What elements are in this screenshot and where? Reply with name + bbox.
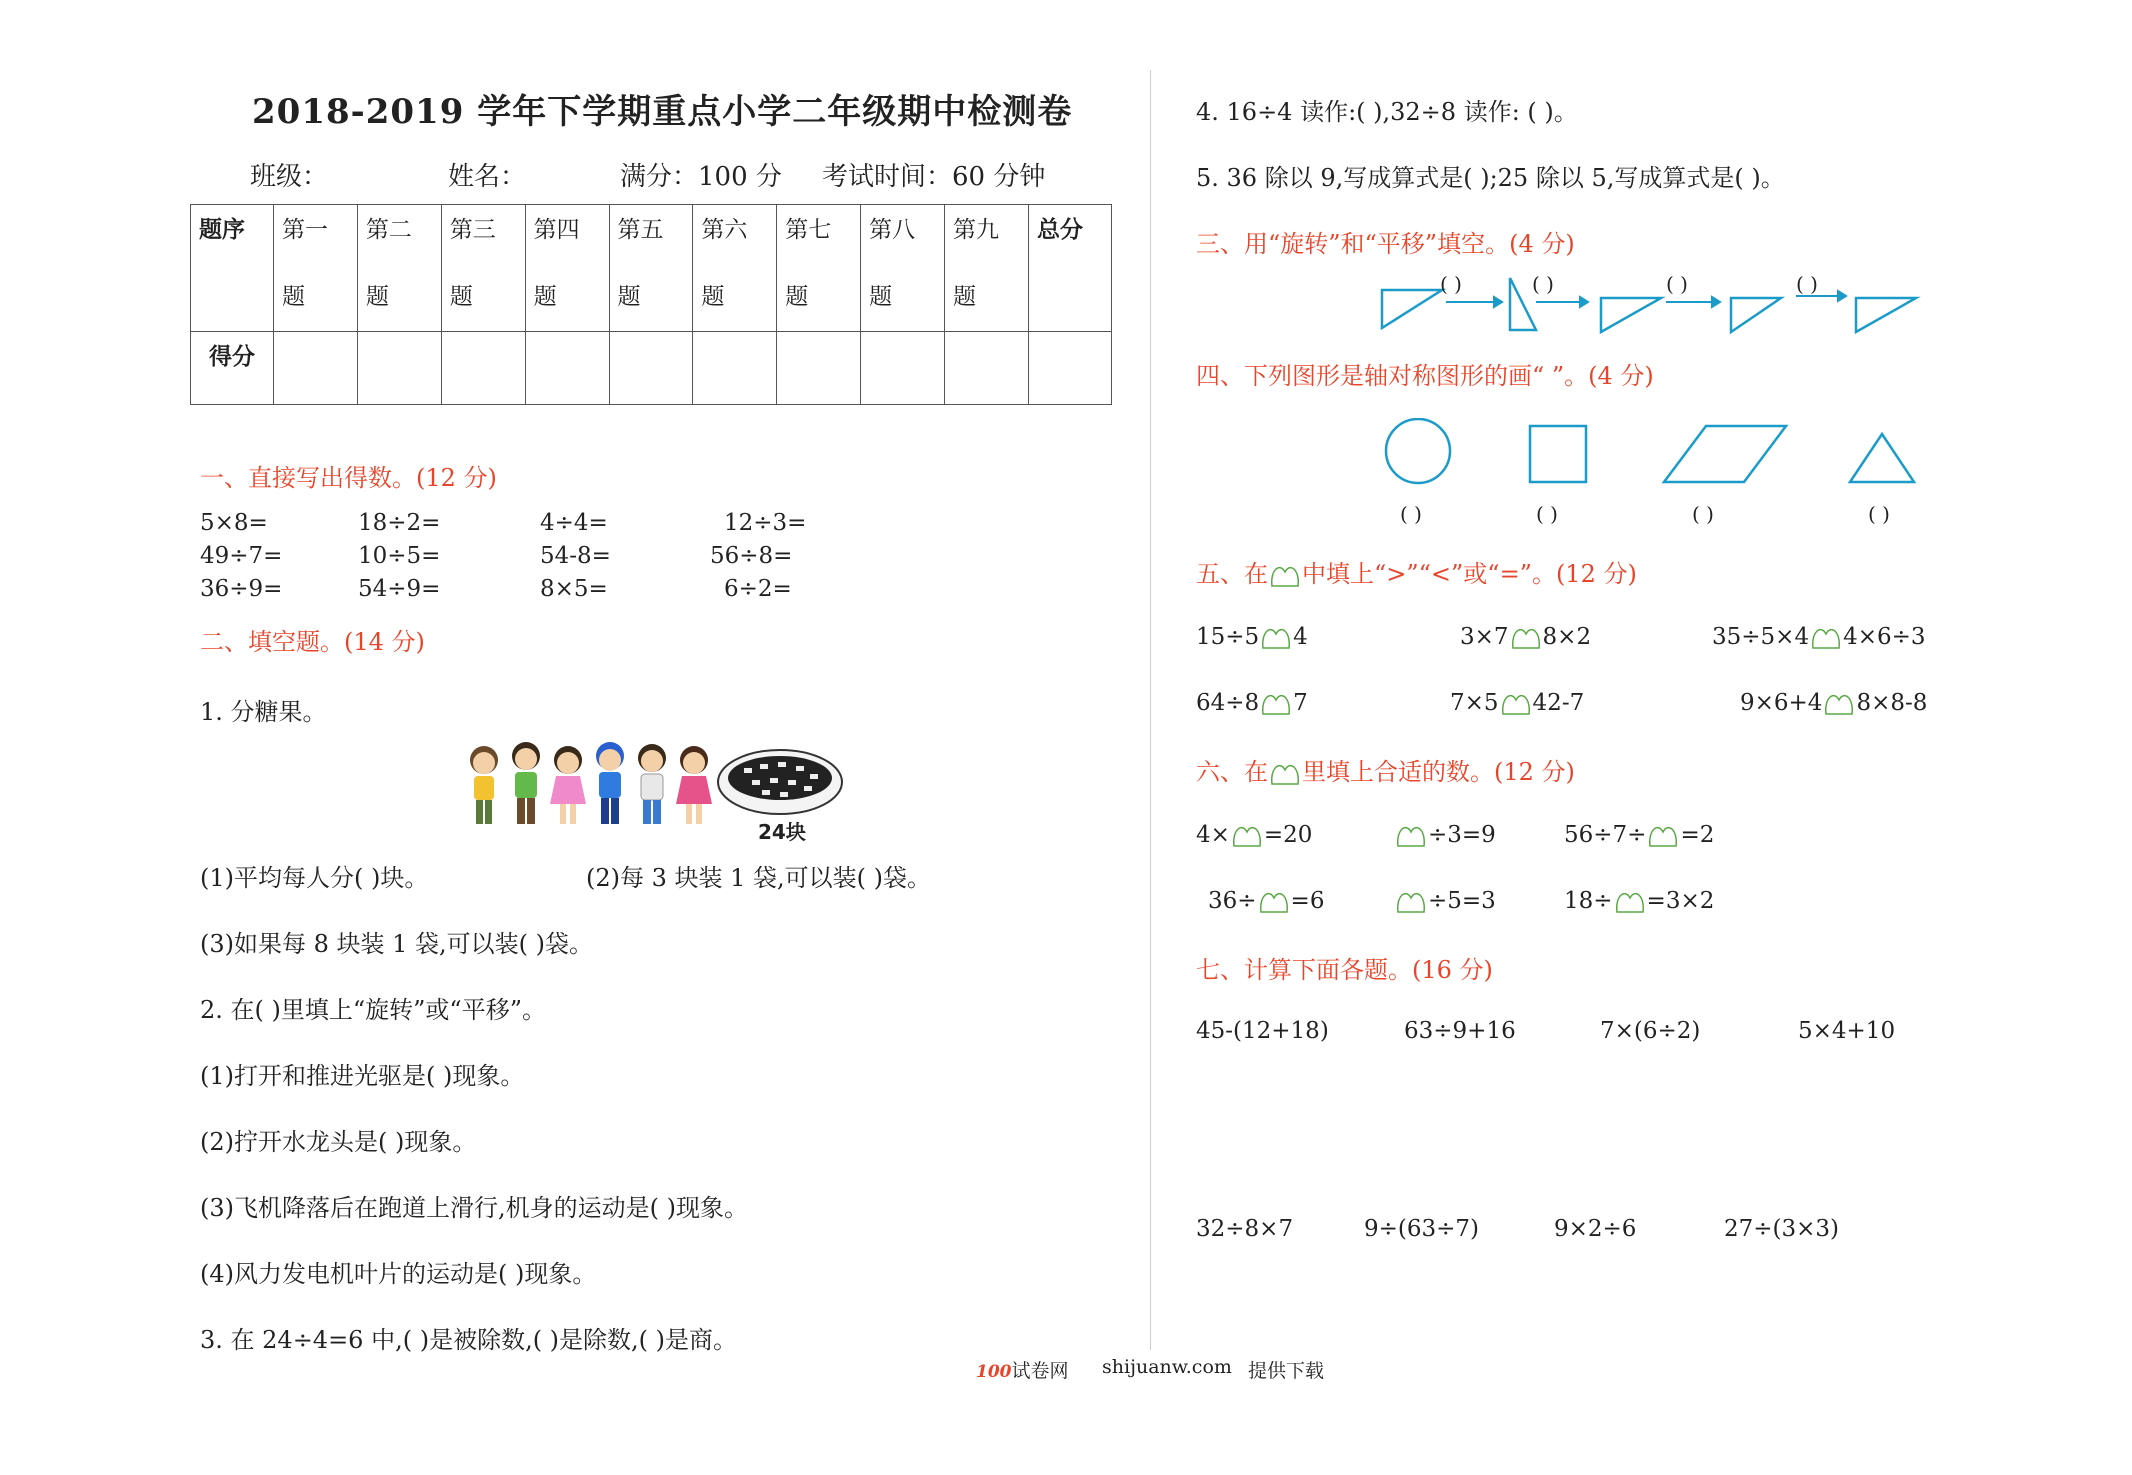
question-4: 4. 16÷4 读作:( ),32÷8 读作: ( )。 [1196,98,1578,126]
section4-heading: 四、下列图形是轴对称图形的画“ ”。(4 分) [1196,362,1654,390]
question-2-2: (2)拧开水龙头是( )现象。 [200,1128,477,1156]
col-header: 第四 题 [525,205,609,332]
section5-heading: 五、在 中填上“>”“<”或“=”。(12 分) [1196,554,1637,592]
answer-blank[interactable]: ( ) [1868,502,1890,526]
score-cell[interactable] [441,332,525,405]
lotus-leaf-icon[interactable] [1613,886,1647,918]
child-figure-icon [676,746,712,824]
answer-blank[interactable]: ( ) [1440,272,1462,296]
child-figure-icon [596,742,624,824]
exam-time: 考试时间：60 分钟 [822,162,1046,192]
lotus-leaf-icon[interactable] [1509,622,1543,654]
lotus-leaf-icon[interactable] [1646,820,1680,852]
col-header: 第八 题 [861,205,945,332]
triangle-shape [1601,298,1661,332]
parallelogram-shape [1664,426,1786,482]
compare-item: 9×6+4 8×8-8 [1740,688,1927,720]
calc-item: 18÷2= [358,510,441,536]
compare-item: 7×5 42-7 [1450,688,1584,720]
score-cell[interactable] [609,332,693,405]
triangle-shape [1731,298,1781,332]
class-label: 班级： [250,162,329,192]
col-header: 第七 题 [777,205,861,332]
square-shape [1530,426,1586,482]
fill-number-item: 56÷7÷ =2 [1564,820,1714,852]
child-figure-icon [470,746,498,824]
score-cell[interactable] [777,332,861,405]
calc-item: 8×5= [540,576,608,602]
score-cell[interactable] [945,332,1029,405]
calc-item: 54÷9= [358,576,441,602]
child-figure-icon [512,742,540,824]
compute-item: 32÷8×7 [1196,1216,1294,1242]
compute-item: 9÷(63÷7) [1364,1216,1480,1242]
col-header: 第九 题 [945,205,1029,332]
circle-shape [1386,419,1450,483]
footer-url[interactable]: shijuanw.com [1102,1356,1232,1378]
calc-item: 10÷5= [358,543,441,569]
lotus-leaf-icon[interactable] [1809,622,1843,654]
compute-item: 27÷(3×3) [1724,1216,1840,1242]
child-figure-icon [550,746,586,824]
question-1-3: (3)如果每 8 块装 1 袋,可以装( )袋。 [200,930,594,958]
site-logo: 100 [976,1362,1012,1382]
question-1-1: (1)平均每人分( )块。 [200,864,429,892]
candy-plate-icon [718,750,842,814]
triangle-shape [1856,298,1916,332]
question-2: 2. 在( )里填上“旋转”或“平移”。 [200,996,546,1024]
fill-number-item: 36÷ =6 [1208,886,1324,918]
column-divider [1150,70,1151,1350]
fill-number-item: ÷5=3 [1394,886,1496,918]
question-3: 3. 在 24÷4=6 中,( )是被除数,( )是除数,( )是商。 [200,1326,738,1354]
calc-item: 12÷3= [724,510,807,536]
lotus-leaf-icon[interactable] [1230,820,1264,852]
full-score: 满分：100 分 [620,162,782,192]
fill-number-item: 4× =20 [1196,820,1312,852]
answer-blank[interactable]: ( ) [1532,272,1554,296]
child-figure-icon [638,744,666,824]
fill-number-item: 18÷ =3×2 [1564,886,1714,918]
triangle-shape [1850,434,1914,482]
score-cell[interactable] [525,332,609,405]
lotus-leaf-icon[interactable] [1257,886,1291,918]
calc-item: 6÷2= [724,576,792,602]
compare-item: 15÷5 4 [1196,622,1308,654]
question-2-1: (1)打开和推进光驱是( )现象。 [200,1062,525,1090]
col-header: 第六 题 [693,205,777,332]
col-header: 第五 题 [609,205,693,332]
compute-item: 63÷9+16 [1404,1018,1516,1044]
section3-heading: 三、用“旋转”和“平移”填空。(4 分) [1196,230,1575,258]
answer-blank[interactable]: ( ) [1796,272,1818,296]
compare-item: 3×7 8×2 [1460,622,1591,654]
score-cell[interactable] [861,332,945,405]
compute-item: 5×4+10 [1798,1018,1896,1044]
question-1-2: (2)每 3 块装 1 袋,可以装( )袋。 [586,864,932,892]
answer-blank[interactable]: ( ) [1536,502,1558,526]
answer-blank[interactable]: ( ) [1692,502,1714,526]
lotus-leaf-icon[interactable] [1394,820,1428,852]
section1-heading: 一、直接写出得数。(12 分) [200,464,497,492]
row-label-score: 得分 [191,332,274,405]
score-cell[interactable] [1029,332,1112,405]
score-cell[interactable] [693,332,777,405]
candy-count-label: 24块 [758,820,806,844]
score-table [190,204,1112,405]
section2-heading: 二、填空题。(14 分) [200,628,425,656]
question-2-4: (4)风力发电机叶片的运动是( )现象。 [200,1260,597,1288]
compute-item: 45-(12+18) [1196,1018,1329,1044]
row-label-order: 题序 [191,205,274,332]
calc-item: 4÷4= [540,510,608,536]
question-2-3: (3)飞机降落后在跑道上滑行,机身的运动是( )现象。 [200,1194,748,1222]
score-cell[interactable] [357,332,441,405]
name-label: 姓名： [448,162,527,192]
lotus-leaf-icon[interactable] [1499,688,1533,720]
section6-heading: 六、在 里填上合适的数。(12 分) [1196,752,1575,790]
compare-item: 64÷8 7 [1196,688,1308,720]
score-cell[interactable] [274,332,358,405]
lotus-leaf-icon[interactable] [1394,886,1428,918]
col-header: 第三 题 [441,205,525,332]
col-header: 第一 题 [274,205,358,332]
calc-item: 36÷9= [200,576,283,602]
col-header: 第二 题 [357,205,441,332]
symmetry-shapes [1378,418,1918,498]
answer-blank[interactable]: ( ) [1666,272,1688,296]
footer-brand: 100试卷网 [976,1360,1069,1382]
question-5: 5. 36 除以 9,写成算式是( );25 除以 5,写成算式是( )。 [1196,164,1785,192]
page-title: 2018-2019 学年下学期重点小学二年级期中检测卷 [252,92,1073,132]
compute-item: 7×(6÷2) [1600,1018,1701,1044]
lotus-leaf-icon[interactable] [1822,688,1856,720]
calc-item: 5×8= [200,510,268,536]
calc-item: 49÷7= [200,543,283,569]
footer-note: 提供下载 [1248,1360,1325,1382]
answer-blank[interactable]: ( ) [1400,502,1422,526]
triangle-shape [1382,290,1442,328]
question-1: 1. 分糖果。 [200,698,327,726]
lotus-leaf-icon [1268,758,1302,790]
calc-item: 56÷8= [710,543,793,569]
compare-item: 35÷5×4 4×6÷3 [1712,622,1926,654]
calc-item: 54-8= [540,543,611,569]
lotus-leaf-icon[interactable] [1259,622,1293,654]
lotus-leaf-icon [1268,560,1302,592]
lotus-leaf-icon[interactable] [1259,688,1293,720]
section7-heading: 七、计算下面各题。(16 分) [1196,956,1493,984]
fill-number-item: ÷3=9 [1394,820,1496,852]
col-total: 总分 [1029,205,1112,332]
compute-item: 9×2÷6 [1554,1216,1637,1242]
